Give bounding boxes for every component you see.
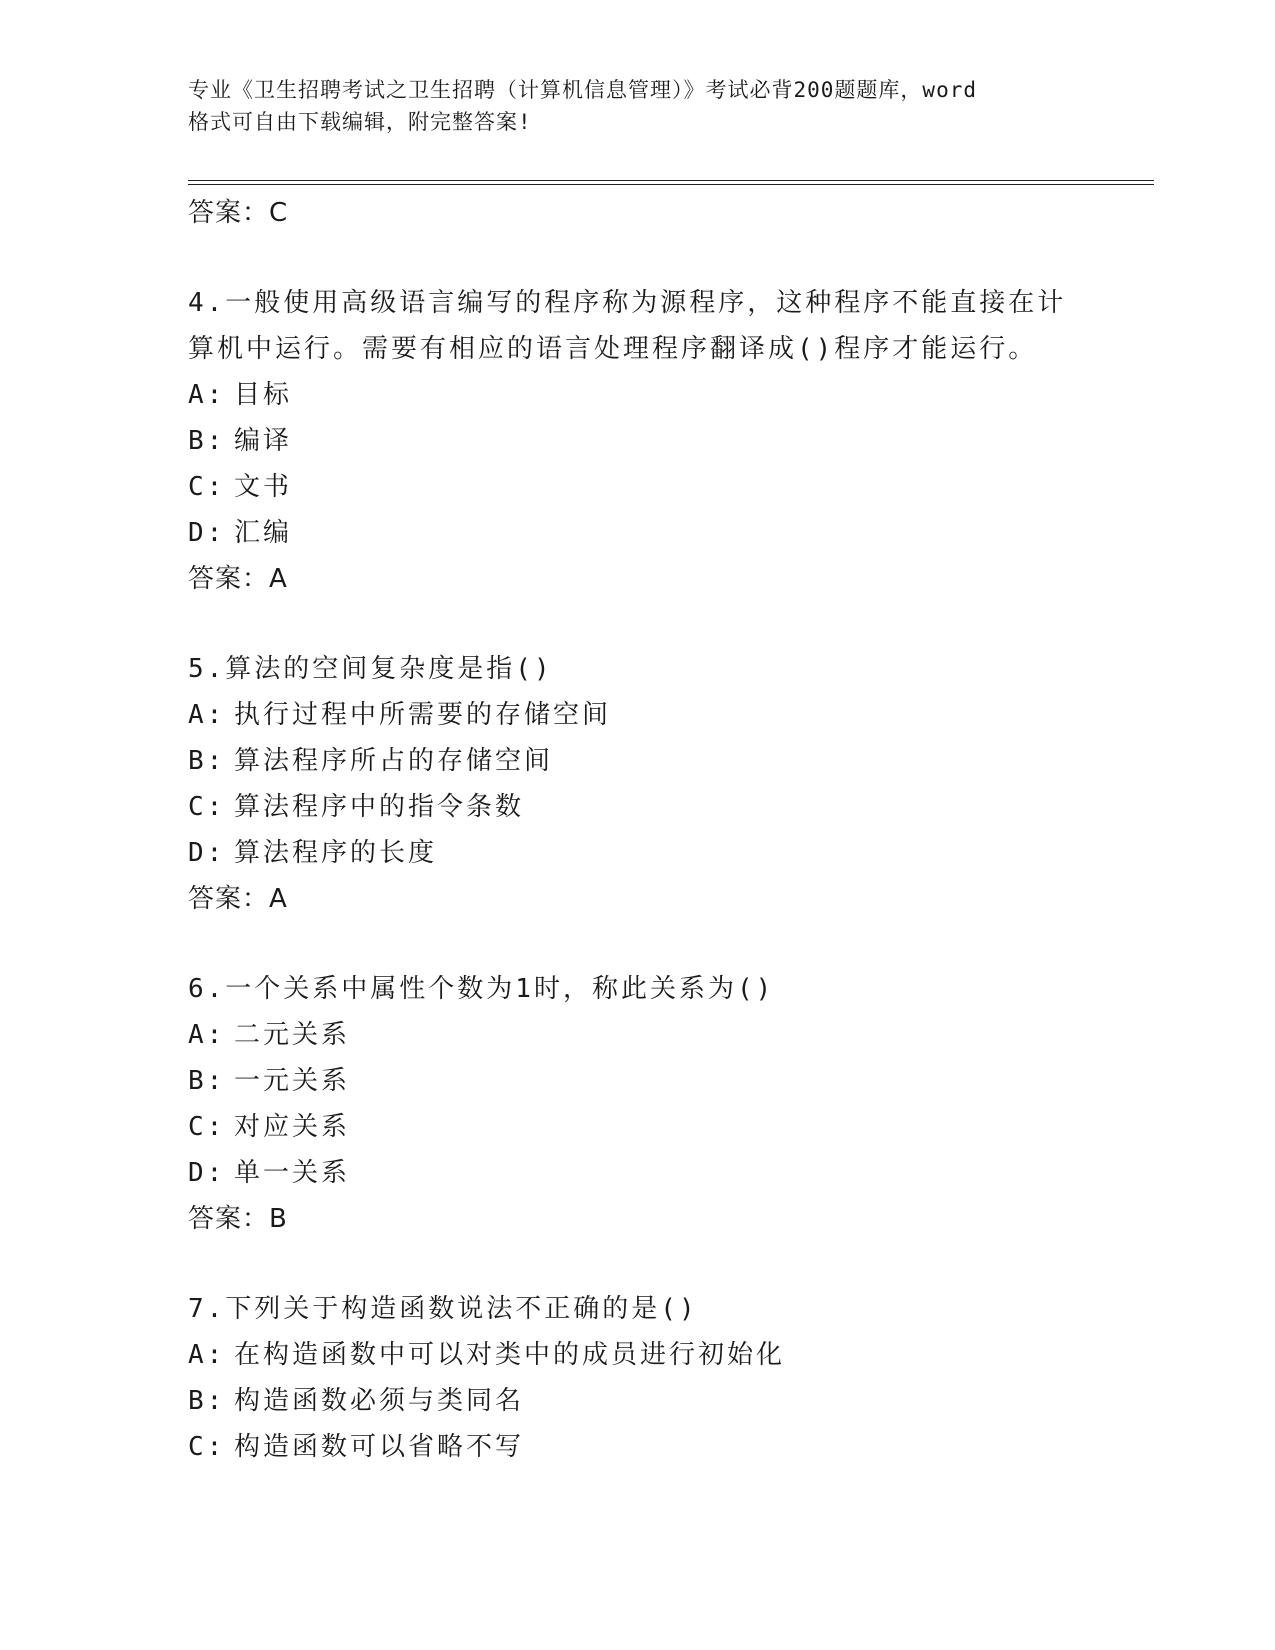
answer-line: 答案：A: [188, 884, 288, 914]
question-block: [188, 1286, 1088, 1470]
answer-option: [188, 418, 1088, 464]
answer-option: [188, 464, 1088, 510]
question-stem: 4.一般使用高级语言编写的程序称为源程序，这种程序不能直接在计: [188, 288, 1067, 318]
answer-option: [188, 830, 1088, 876]
option-text: 目标: [234, 380, 293, 410]
question-stem: 6.一个关系中属性个数为1时，称此关系为(): [188, 974, 775, 1004]
answer-option: [188, 1378, 1088, 1424]
option-key: C:: [188, 792, 226, 822]
header-line-2: 格式可自由下载编辑，附完整答案!: [188, 110, 532, 134]
option-text: 编译: [234, 426, 293, 456]
option-text: 算法程序中的指令条数: [234, 792, 525, 822]
option-key: D:: [188, 838, 226, 868]
answer-option: [188, 784, 1088, 830]
header-line-1: 专业《卫生招聘考试之卫生招聘（计算机信息管理）》考试必背200题题库，word: [188, 78, 977, 102]
question-block: [188, 966, 1088, 1242]
question-list: [188, 190, 1088, 1470]
question-block: [188, 280, 1088, 602]
option-key: B:: [188, 746, 226, 776]
answer-option: [188, 1332, 1088, 1378]
header-divider-top: [188, 180, 1154, 181]
option-key: C:: [188, 1432, 226, 1462]
answer-line: 答案：C: [188, 198, 289, 228]
option-key: B:: [188, 426, 226, 456]
option-text: 单一关系: [234, 1158, 351, 1188]
question-stem: 7.下列关于构造函数说法不正确的是(): [188, 1294, 698, 1324]
question-stem: 算机中运行。需要有相应的语言处理程序翻译成()程序才能运行。: [188, 334, 1038, 364]
option-key: A:: [188, 1020, 226, 1050]
option-key: A:: [188, 700, 226, 730]
option-text: 执行过程中所需要的存储空间: [234, 700, 612, 730]
question-stem: 5.算法的空间复杂度是指(): [188, 654, 553, 684]
question-block: [188, 646, 1088, 922]
option-text: 汇编: [234, 518, 293, 548]
answer-option: [188, 1150, 1088, 1196]
answer-option: [188, 372, 1088, 418]
option-key: B:: [188, 1386, 226, 1416]
answer-option: [188, 1104, 1088, 1150]
option-text: 在构造函数中可以对类中的成员进行初始化: [234, 1340, 786, 1370]
answer-option: [188, 1012, 1088, 1058]
option-key: B:: [188, 1066, 226, 1096]
answer-line: 答案：B: [188, 1204, 288, 1234]
document-header: [188, 74, 1088, 138]
answer-option: [188, 1058, 1088, 1104]
answer-option: [188, 1424, 1088, 1470]
answer-line: 答案：A: [188, 564, 288, 594]
option-key: C:: [188, 1112, 226, 1142]
option-text: 二元关系: [234, 1020, 351, 1050]
option-text: 构造函数必须与类同名: [234, 1386, 525, 1416]
option-key: A:: [188, 1340, 226, 1370]
option-key: D:: [188, 1158, 226, 1188]
answer-option: [188, 738, 1088, 784]
option-text: 对应关系: [234, 1112, 351, 1142]
option-text: 构造函数可以省略不写: [234, 1432, 525, 1462]
answer-option: [188, 510, 1088, 556]
option-text: 算法程序所占的存储空间: [234, 746, 554, 776]
option-text: 算法程序的长度: [234, 838, 438, 868]
answer-option: [188, 692, 1088, 738]
option-key: A:: [188, 380, 226, 410]
header-divider-bottom: [188, 184, 1154, 185]
option-text: 一元关系: [234, 1066, 351, 1096]
option-text: 文书: [234, 472, 293, 502]
option-key: D:: [188, 518, 226, 548]
option-key: C:: [188, 472, 226, 502]
